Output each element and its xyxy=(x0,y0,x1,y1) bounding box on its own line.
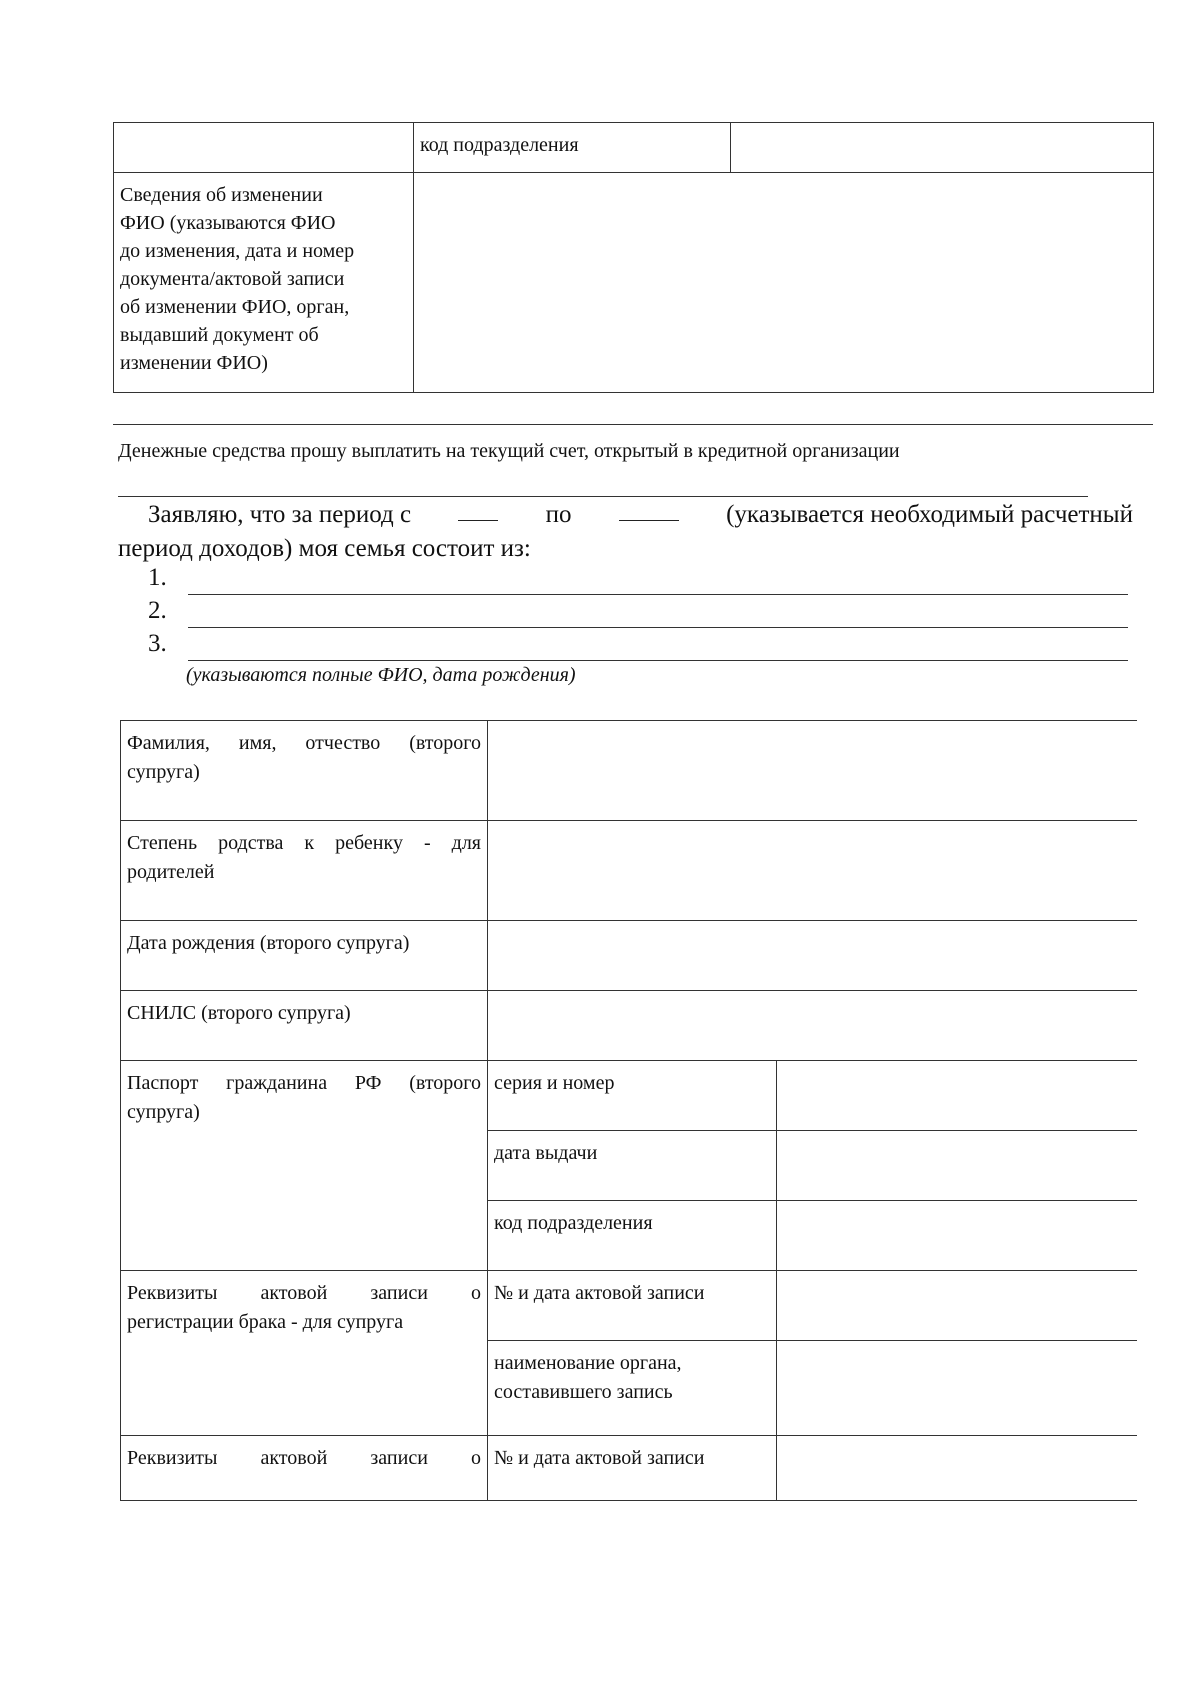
identity-table xyxy=(113,122,1154,393)
separator-line xyxy=(113,424,1153,425)
record-last-number-label: № и дата актовой записи xyxy=(488,1436,777,1501)
passport-division-code-label: код подразделения xyxy=(488,1201,777,1271)
marriage-record-number-value[interactable] xyxy=(777,1271,1137,1341)
record-last-label: Реквизиты актовой записи о xyxy=(121,1436,488,1501)
passport-division-code-value[interactable] xyxy=(777,1201,1137,1271)
passport-series-label: серия и номер xyxy=(488,1061,777,1131)
passport-label: Паспорт гражданина РФ (второго супруга) xyxy=(121,1061,488,1271)
statement-part3: (указывается необходимый расчетный xyxy=(726,501,1133,528)
period-to-blank[interactable] xyxy=(619,498,679,521)
marriage-record-number-label: № и дата актовой записи xyxy=(488,1271,777,1341)
family-statement xyxy=(118,498,1133,566)
division-code-label: код подразделения xyxy=(414,123,731,173)
marriage-record-label: Реквизиты актовой записи о регистрации брака - для супруга xyxy=(121,1271,488,1436)
family-list-hint: (указываются полные ФИО, дата рождения) xyxy=(186,664,576,686)
snils-label: СНИЛС (второго супруга) xyxy=(121,991,488,1061)
birth-date-label: Дата рождения (второго супруга) xyxy=(121,921,488,991)
marriage-record-authority-value[interactable] xyxy=(777,1341,1137,1436)
record-last-number-value[interactable] xyxy=(777,1436,1137,1501)
marriage-record-authority-label: наименование органа, составившего запись xyxy=(488,1341,777,1436)
snils-value[interactable] xyxy=(488,991,1137,1061)
division-code-value[interactable] xyxy=(731,123,1154,173)
birth-date-value[interactable] xyxy=(488,921,1137,991)
spouse-table xyxy=(120,720,1137,1501)
top-row1-label xyxy=(114,123,414,173)
passport-issue-date-label: дата выдачи xyxy=(488,1131,777,1201)
spouse-name-label: Фамилия, имя, отчество (второго супруга) xyxy=(121,721,488,821)
name-change-label: Сведения об изменении ФИО (указываются ФИО до изменения, дата и номер документа/актовой записи об изменении ФИО, орган, выдавший документ об изменении ФИО) xyxy=(114,173,414,393)
statement-part1: Заявляю, что за период с xyxy=(148,501,412,528)
family-item-3-line[interactable] xyxy=(188,660,1128,661)
family-item-2-line[interactable] xyxy=(188,627,1128,628)
kinship-value[interactable] xyxy=(488,821,1137,921)
family-item-2-number: 2. xyxy=(148,597,167,624)
statement-line2: период доходов) моя семья состоит из: xyxy=(118,535,531,562)
account-line[interactable] xyxy=(118,496,1088,497)
family-item-3-number: 3. xyxy=(148,630,167,657)
passport-series-value[interactable] xyxy=(777,1061,1137,1131)
kinship-label: Степень родства к ребенку - для родителей xyxy=(121,821,488,921)
family-item-1-number: 1. xyxy=(148,564,167,591)
period-from-blank[interactable] xyxy=(458,498,498,521)
statement-part2: по xyxy=(545,501,572,528)
payment-text: Денежные средства прошу выплатить на текущий счет, открытый в кредитной организации xyxy=(118,440,900,462)
family-item-1-line[interactable] xyxy=(188,594,1128,595)
name-change-value[interactable] xyxy=(414,173,1154,393)
spouse-name-value[interactable] xyxy=(488,721,1137,821)
passport-issue-date-value[interactable] xyxy=(777,1131,1137,1201)
